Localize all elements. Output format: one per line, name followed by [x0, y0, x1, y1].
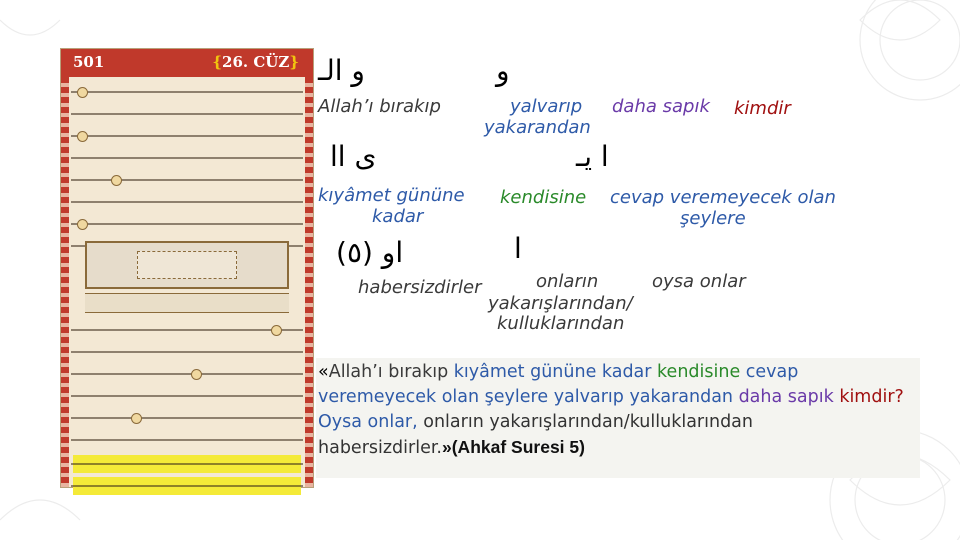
ayah-marker [111, 175, 122, 186]
page-border-left [61, 77, 69, 487]
arabic-fragment: و الـ [318, 54, 365, 87]
quran-text-block [71, 81, 303, 481]
ayah-marker [271, 325, 282, 336]
page-header [61, 49, 313, 77]
surah-reference: »(Ahkaf Suresi 5) [442, 437, 585, 457]
verse-translation: «Allah’ı bırakıp kıyâmet gününe kadar kendisine cevap veremeyecek olan şeylere yalvarıp yakarandan daha sapık kimdir? Oysa onlar, onların yakarışlarından/kulluklarından habersizdirler.»(Ahkaf Suresi 5) [316, 358, 920, 478]
word-kulluklarindan: kulluklarından [497, 313, 625, 334]
ayah-marker [77, 131, 88, 142]
surah-title-frame [85, 241, 289, 289]
ayah-marker [77, 219, 88, 230]
arabic-fragment: ى اا [330, 140, 377, 173]
arabic-fragment: او (٥) [336, 236, 404, 269]
ayah-marker [77, 87, 88, 98]
word-daha-sapik: daha sapık [612, 96, 710, 117]
arabic-fragment: ا يـ [576, 140, 609, 173]
arabic-fragment: و [496, 54, 510, 87]
ayah-marker [131, 413, 142, 424]
page-number: 501 [73, 53, 105, 71]
word-yakarislarindan: yakarışlarından/ [488, 293, 633, 314]
word-kimdir: kimdir [734, 98, 791, 119]
ayah-marker [191, 369, 202, 380]
word-habersizdirler: habersizdirler [358, 277, 482, 298]
arabic-fragment: ا [514, 232, 522, 265]
page-border-right [305, 77, 313, 487]
word-kendisine: kendisine [500, 187, 587, 208]
word-yalvarip: yalvarıp [510, 96, 583, 117]
basmala-band [85, 293, 289, 313]
word-seylere: şeylere [680, 208, 746, 229]
word-yakarandan: yakarandan [484, 117, 591, 138]
word-oysa-onlar: oysa onlar [652, 271, 746, 292]
word-kadar: kadar [372, 206, 424, 227]
word-kiyamet: kıyâmet gününe [318, 185, 465, 206]
word-cevap: cevap veremeyecek olan [610, 187, 836, 208]
juz-label: {26. CÜZ} [212, 53, 299, 71]
word-onlarin: onların [536, 271, 599, 292]
word-allah-birakip: Allah’ı bırakıp [318, 96, 441, 117]
mushaf-page [60, 48, 314, 488]
